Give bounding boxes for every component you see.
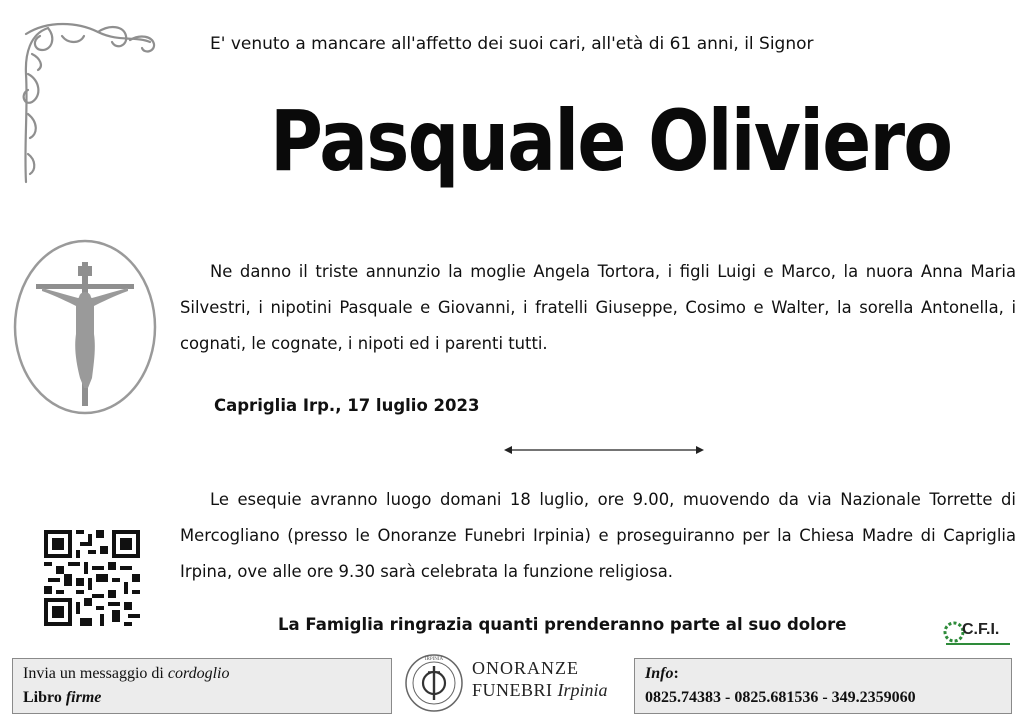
separator-arrow-icon — [504, 444, 704, 456]
info-box — [634, 658, 1012, 714]
announcement-paragraph — [180, 254, 1016, 362]
intro-text: E' venuto a mancare all'affetto dei suoi cari, all'età di 61 anni, il Signor — [210, 34, 814, 54]
guestbook-emph: firme — [65, 689, 102, 706]
funeral-info-paragraph — [180, 482, 1016, 590]
funeral-home-logo-icon — [404, 652, 464, 714]
cfi-logo-icon — [942, 618, 1012, 648]
deceased-name: Pasquale Oliviero — [270, 92, 952, 190]
brand-line-2 — [472, 680, 608, 701]
place-date: Capriglia Irp., 17 luglio 2023 — [214, 396, 480, 415]
condolence-link[interactable] — [23, 665, 230, 683]
seal-text: IRPINIA — [424, 657, 444, 662]
condolence-emph: cordoglio — [167, 665, 230, 682]
brand-line-1: ONORANZE — [472, 658, 579, 678]
condolence-box[interactable] — [12, 658, 392, 714]
qr-code-icon[interactable] — [44, 530, 140, 626]
guestbook-prefix: Libro — [23, 689, 66, 706]
brand-line-2-emph: Irpinia — [557, 680, 608, 700]
info-label: Info — [645, 665, 674, 682]
phone-numbers[interactable]: 0825.74383 - 0825.681536 - 349.2359060 — [645, 689, 916, 706]
funeral-info-text: Le esequie avranno luogo domani 18 luglio, ore 9.00, muovendo da via Nazionale Torrette di Mercogliano (presso le Onoranze Funebri Irpinia) e proseguiranno per la Chiesa Madre di Capriglia Irpina, ove alle ore 9.30 sarà celebrata la funzione religiosa. — [180, 490, 1016, 581]
condolence-prefix: Invia un messaggio di — [23, 665, 168, 682]
family-thanks: La Famiglia ringrazia quanti prenderanno parte al suo dolore — [278, 615, 847, 634]
guestbook-link[interactable] — [23, 689, 101, 707]
corner-ornament-icon — [18, 14, 158, 186]
cfi-logo-text: C.F.I. — [962, 621, 1000, 638]
crucifix-icon — [12, 238, 158, 416]
announcement-text: Ne danno il triste annunzio la moglie Angela Tortora, i figli Luigi e Marco, la nuora Anna Maria Silvestri, i nipotini Pasquale e Giovanni, i fratelli Giuseppe, Cosimo e Walter, la sorella Antonella, i cognati, le cognate, i nipoti ed i parenti tutti. — [180, 262, 1016, 353]
info-label-row: Info: — [645, 665, 679, 682]
brand-line-2-prefix: FUNEBRI — [472, 680, 558, 700]
